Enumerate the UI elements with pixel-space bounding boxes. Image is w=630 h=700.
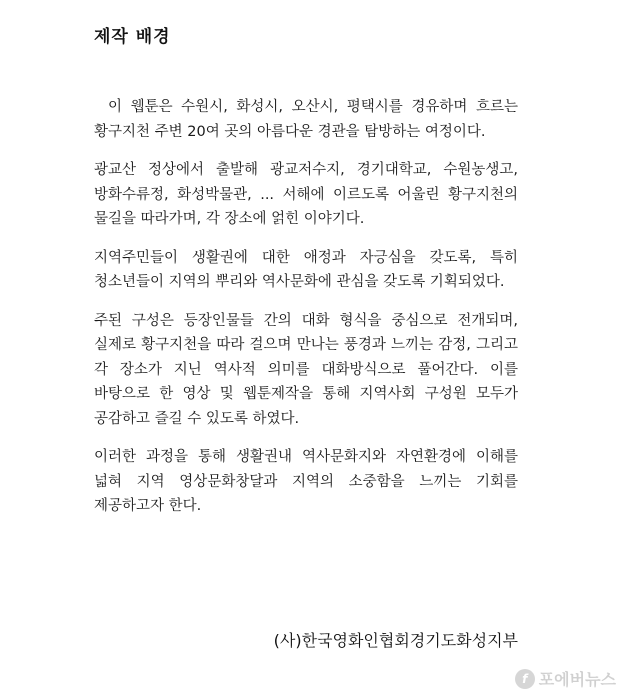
document-body [94, 95, 518, 533]
document-title: 제작 배경 [94, 27, 171, 47]
paragraph-intro: 이 웹툰은 수원시, 화성시, 오산시, 평택시를 경유하며 흐르는 황구지천 주변 20여 곳의 아름다운 경관을 탐방하는 여정이다. [94, 99, 518, 140]
paragraph-conclusion: 이러한 과정을 통해 생활권내 역사문화지와 자연환경에 이해를 넓혀 지역 영상문화창달과 지역의 소중함을 느끼는 기회를 제공하고자 한다. [94, 449, 518, 514]
watermark [515, 667, 616, 690]
signature: (사)한국영화인협회경기도화성지부 [273, 631, 518, 650]
paragraph-structure: 주된 구성은 등장인물들 간의 대화 형식을 중심으로 전개되며, 실제로 황구지천을 따라 걸으며 만나는 풍경과 느끼는 감정, 그리고 각 장소가 지닌 역사적 의미를 대화방식으로 풀어간다. 이를 바탕으로 한 영상 및 웹툰제작을 통해 지역사회 구성원 모두가 공감하고 즐길 수 있도록 하였다. [94, 312, 518, 427]
paragraph-route: 광교산 정상에서 출발해 광교저수지, 경기대학교, 수원농생고, 방화수류정, 화성박물관, ... 서해에 이르도록 어울린 황구지천의 물길을 따라가며, 각 장소에 얽힌 이야기다. [94, 162, 518, 227]
watermark-text: 포에버뉴스 [538, 670, 616, 689]
forever-news-logo-icon: f [515, 669, 535, 689]
paragraph-purpose: 지역주민들이 생활권에 대한 애정과 자긍심을 갖도록, 특히 청소년들이 지역의 뿌리와 역사문화에 관심을 갖도록 기획되었다. [94, 249, 518, 290]
